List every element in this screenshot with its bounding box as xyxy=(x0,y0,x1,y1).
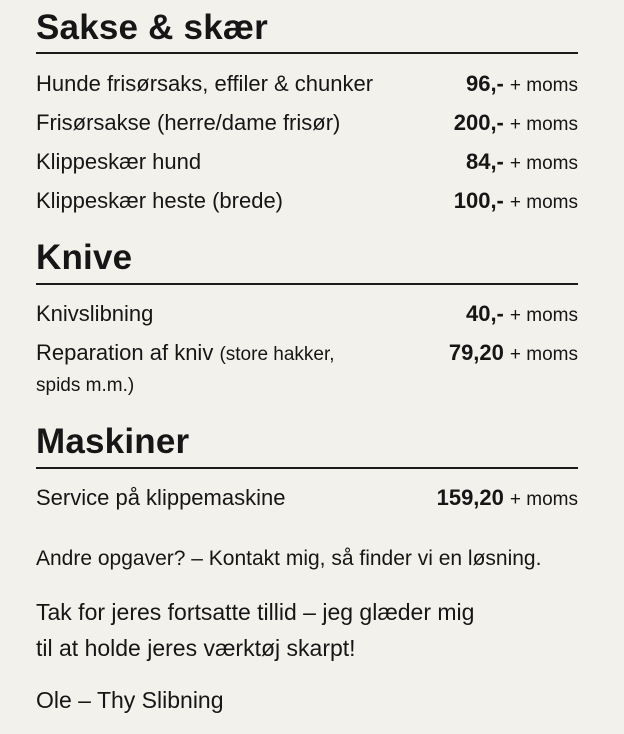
price-row xyxy=(36,186,578,216)
price-row xyxy=(36,338,578,368)
item-price xyxy=(449,338,578,370)
section-divider xyxy=(36,467,578,469)
price-amount: 96,- xyxy=(465,71,504,96)
price-suffix: + moms xyxy=(509,344,578,365)
item-name: Klippeskær heste (brede) xyxy=(36,188,284,213)
section-title-sakse: Sakse & skær xyxy=(36,8,269,47)
section-divider xyxy=(36,52,578,54)
price-row xyxy=(36,483,578,513)
item-name-with-note xyxy=(36,338,335,370)
price-row xyxy=(36,147,578,177)
price-row xyxy=(36,69,578,99)
item-price xyxy=(454,108,578,140)
contact-note: Andre opgaver? – Kontakt mig, så finder vi en løsning. xyxy=(36,547,542,570)
item-name: Reparation af kniv xyxy=(36,340,214,365)
price-suffix: + moms xyxy=(509,192,578,213)
item-name: Frisørsakse (herre/dame frisør) xyxy=(36,110,341,135)
item-name: Service på klippemaskine xyxy=(36,485,286,510)
section-title-maskiner: Maskiner xyxy=(36,422,190,461)
price-suffix: + moms xyxy=(509,153,578,174)
price-amount: 100,- xyxy=(453,188,504,213)
item-price xyxy=(466,147,578,179)
price-amount: 159,20 xyxy=(436,485,504,510)
section-divider xyxy=(36,283,578,285)
item-price xyxy=(454,186,578,218)
item-price xyxy=(466,69,578,101)
price-row xyxy=(36,299,578,329)
thanks-line-1: Tak for jeres fortsatte tillid – jeg glæder mig xyxy=(36,599,475,625)
item-name: Hunde frisørsaks, effiler & chunker xyxy=(36,71,374,96)
price-amount: 40,- xyxy=(465,301,504,326)
item-name: Klippeskær hund xyxy=(36,149,202,174)
item-price xyxy=(437,483,578,515)
price-suffix: + moms xyxy=(509,305,578,326)
item-note: (store hakker, xyxy=(219,344,335,365)
section-title-knive: Knive xyxy=(36,238,133,277)
price-amount: 79,20 xyxy=(448,340,504,365)
price-suffix: + moms xyxy=(509,489,578,510)
price-suffix: + moms xyxy=(509,75,578,96)
price-amount: 200,- xyxy=(453,110,504,135)
item-price xyxy=(466,299,578,331)
price-amount: 84,- xyxy=(465,149,504,174)
signature: Ole – Thy Slibning xyxy=(36,687,224,713)
item-note-continued: spids m.m.) xyxy=(36,375,135,396)
price-suffix: + moms xyxy=(509,114,578,135)
price-row xyxy=(36,108,578,138)
thanks-line-2: til at holde jeres værktøj skarpt! xyxy=(36,635,356,661)
item-name: Knivslibning xyxy=(36,301,154,326)
